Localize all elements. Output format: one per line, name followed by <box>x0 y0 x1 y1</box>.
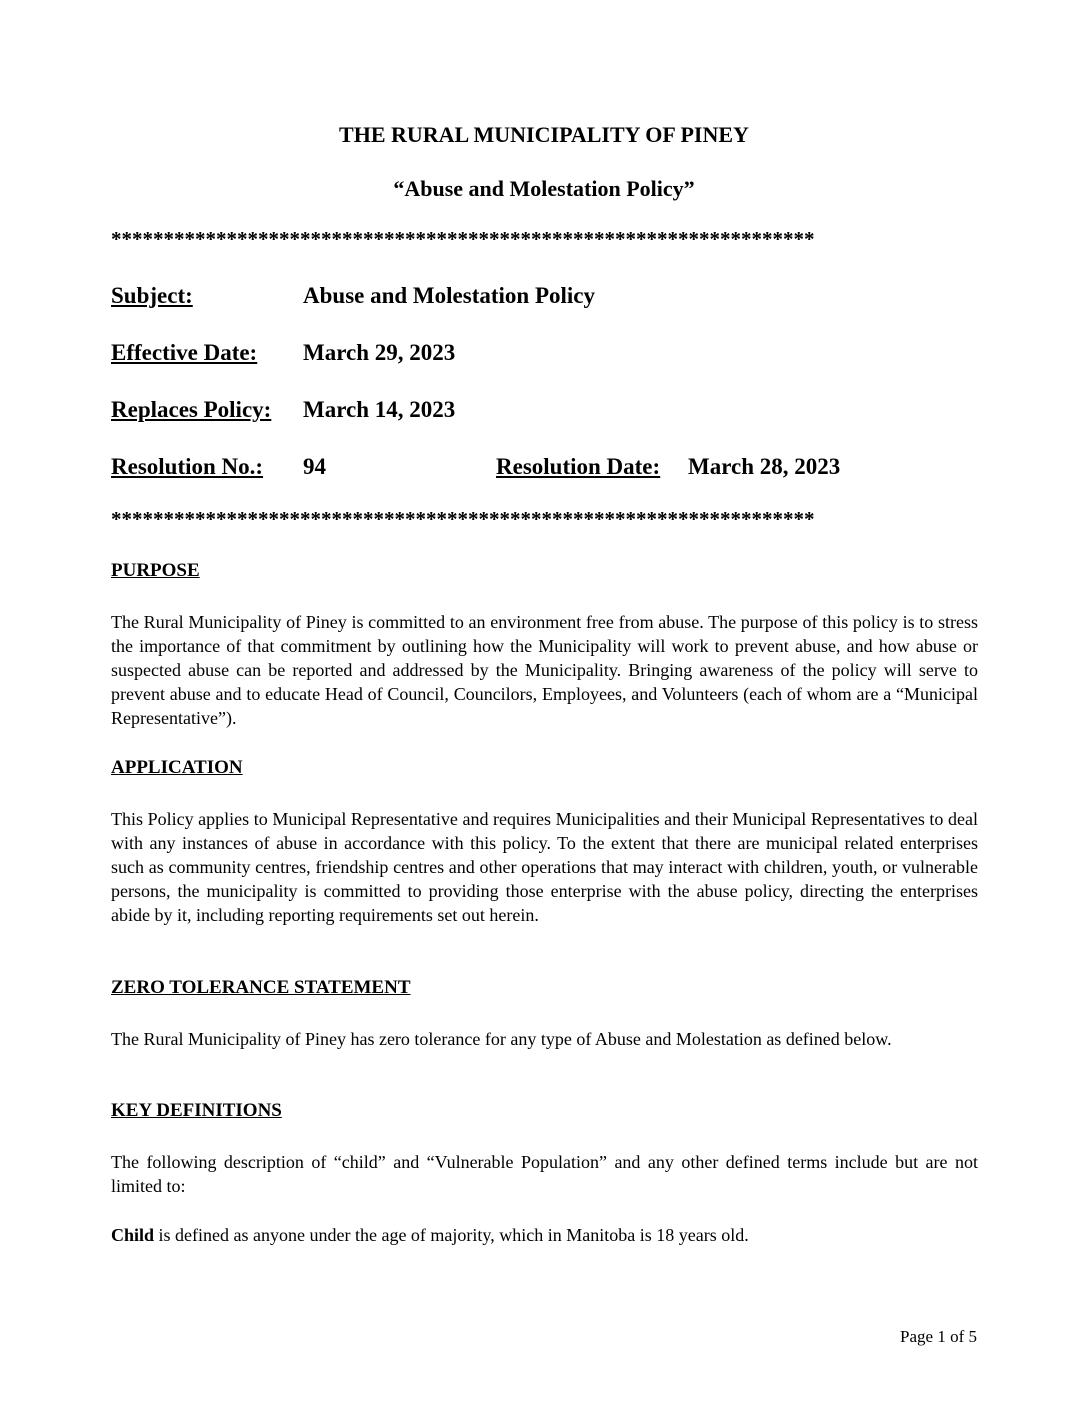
separator-bottom: ******************************************************************* <box>111 507 815 531</box>
subject-value: Abuse and Molestation Policy <box>303 283 595 308</box>
key-definitions-heading: KEY DEFINITIONS <box>111 1100 282 1121</box>
purpose-heading: PURPOSE <box>111 560 200 581</box>
resolution-date-label: Resolution Date: <box>496 454 661 479</box>
zero-tolerance-paragraph: The Rural Municipality of Piney has zero tolerance for any type of Abuse and Molestation as defined below. <box>111 1029 892 1049</box>
document-subtitle: “Abuse and Molestation Policy” <box>393 176 695 201</box>
effective-date-label: Effective Date: <box>111 340 258 365</box>
purpose-paragraph: The Rural Municipality of Piney is committed to an environment free from abuse. The purpose of this policy is to stress the importance of that commitment by outlining how the Municipality will work to prevent abuse, and how abuse or suspected abuse can be reported and addressed by the Municipality. Bringing awareness of the policy will serve to prevent abuse and to educate Head of Council, Councilors, Employees, and Volunteers (each of whom are a “Municipal Representative”). <box>111 612 978 728</box>
resolution-date-value: March 28, 2023 <box>688 454 841 479</box>
resolution-number-value: 94 <box>303 454 326 479</box>
child-term: Child <box>111 1225 155 1245</box>
effective-date-value: March 29, 2023 <box>303 340 456 365</box>
replaces-policy-value: March 14, 2023 <box>303 397 456 422</box>
resolution-number-label: Resolution No.: <box>111 454 264 479</box>
replaces-policy-label: Replaces Policy: <box>111 397 272 422</box>
page-number: Page 1 of 5 <box>900 1327 977 1346</box>
key-definitions-paragraph: The following description of “child” and “Vulnerable Population” and any other defined terms include but are not limited to: <box>111 1152 978 1196</box>
zero-tolerance-heading: ZERO TOLERANCE STATEMENT <box>111 977 411 998</box>
separator-top: ******************************************************************* <box>111 227 815 251</box>
application-heading: APPLICATION <box>111 757 243 778</box>
subject-label: Subject: <box>111 283 193 308</box>
child-definition-text: is defined as anyone under the age of majority, which in Manitoba is 18 years old. <box>154 1225 749 1245</box>
application-paragraph: This Policy applies to Municipal Representative and requires Municipalities and their Municipal Representatives to deal with any instances of abuse in accordance with this policy. To the extent that there are municipal related enterprises such as community centres, friendship centres and other operations that may interact with children, youth, or vulnerable persons, the municipality is committed to providing those enterprise with the abuse policy, directing the enterprises abide by it, including reporting requirements set out herein. <box>111 809 978 925</box>
document-title: THE RURAL MUNICIPALITY OF PINEY <box>339 122 749 147</box>
child-definition <box>111 1223 978 1247</box>
